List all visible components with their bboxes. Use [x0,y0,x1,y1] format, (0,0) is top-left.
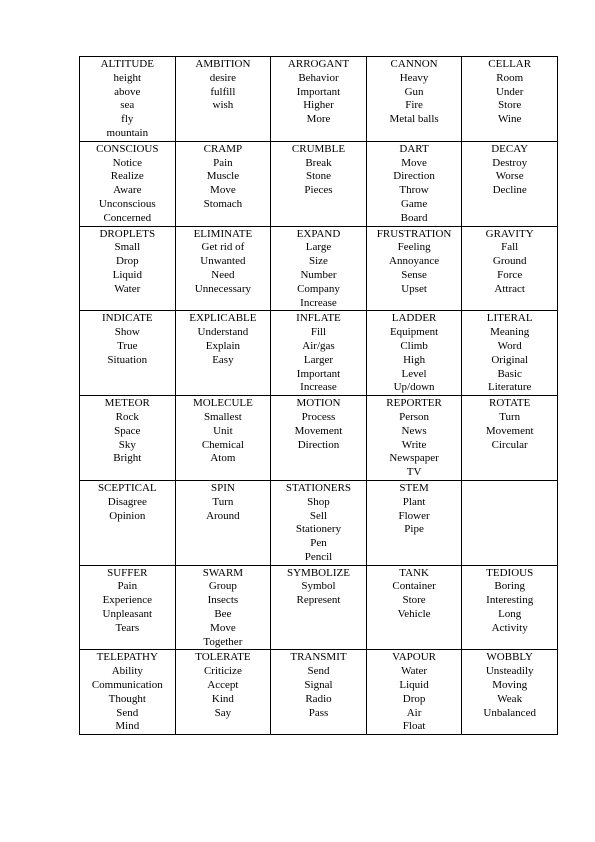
vocabulary-table [79,56,558,735]
word-cell [271,141,367,226]
associated-word: Realize [110,170,144,183]
headword: GRAVITY [485,227,534,240]
associated-word: Number [300,268,337,281]
headword: DART [399,142,429,155]
word-cell [80,141,176,226]
word-cell [80,396,176,481]
headword: TELEPATHY [96,651,158,664]
associated-word: Kind [211,692,234,705]
headword: EXPLICABLE [189,312,257,325]
headword: ELIMINATE [193,227,253,240]
word-cell [366,141,462,226]
associated-word: Drop [115,255,139,268]
associated-word: Signal [304,679,333,692]
table-row [80,226,558,311]
associated-word: Vehicle [397,608,431,621]
associated-word: Show [114,326,140,339]
table-row [80,311,558,396]
associated-word: Heavy [399,71,429,84]
associated-word: Bee [214,608,232,621]
headword: FRUSTRATION [376,227,452,240]
word-cell [175,565,271,650]
word-cell [271,311,367,396]
associated-word: Smallest [203,410,242,423]
associated-word: Circular [491,438,528,451]
word-cell [175,57,271,142]
headword: DECAY [491,142,529,155]
associated-word: Accept [207,679,239,692]
headword: ALTITUDE [100,58,154,70]
associated-word: Size [309,255,328,268]
associated-word: Higher [303,99,334,112]
associated-word: Symbol [301,580,336,593]
headword: METEOR [104,397,150,410]
associated-word: Air/gas [302,339,335,352]
headword: MOTION [296,397,341,410]
associated-word: Flower [398,509,430,522]
associated-word: Destroy [492,156,528,169]
word-cell [80,480,176,565]
headword: VAPOUR [392,651,436,664]
associated-word: Bright [113,452,142,465]
associated-word: High [403,353,426,366]
headword: SUFFER [107,566,148,579]
associated-word: Pain [213,156,233,169]
associated-word: desire [209,71,237,84]
associated-word: Annoyance [389,255,440,268]
headword: CONSCIOUS [96,142,159,155]
headword: SPIN [210,481,235,494]
associated-word: Stationery [295,523,342,536]
associated-word: Pass [308,706,329,719]
associated-word: Criticize [203,665,242,678]
associated-word: Company [297,282,340,295]
headword: STATIONERS [285,481,352,494]
word-cell [80,650,176,735]
associated-word: True [117,339,138,352]
vocabulary-table-body [80,57,558,735]
empty-cell [462,480,558,565]
associated-word: Large [305,241,332,254]
word-cell [80,565,176,650]
associated-word: Ability [111,665,143,678]
word-cell [271,565,367,650]
word-cell [462,311,558,396]
associated-word: Space [114,424,141,437]
associated-word: Long [498,608,522,621]
associated-word: Pieces [304,184,333,197]
associated-word: Unnecessary [194,282,251,295]
word-cell [175,480,271,565]
headword: REPORTER [386,397,442,410]
word-cell [271,650,367,735]
associated-word: Increase [300,296,337,309]
associated-word: Literature [488,381,532,394]
associated-word: Chemical [201,438,244,451]
associated-word: Write [401,438,427,451]
associated-word: Attract [494,282,525,295]
associated-word: Mind [115,720,140,733]
associated-word: Original [491,353,529,366]
table-row [80,57,558,142]
associated-word: Board [400,211,428,224]
associated-word: Ground [492,255,527,268]
associated-word: Direction [297,438,340,451]
associated-word: Water [401,665,428,678]
associated-word: above [114,85,141,98]
associated-word: Container [392,580,436,593]
headword: EXPAND [296,227,341,240]
associated-word: More [306,113,331,126]
headword: MOLECULE [192,397,253,410]
associated-word: Unwanted [200,255,246,268]
associated-word: Pen [310,537,327,550]
word-cell [462,57,558,142]
headword: TEDIOUS [486,566,534,579]
associated-word: Send [116,706,139,719]
associated-word: Boring [494,580,525,593]
headword: LADDER [391,312,437,325]
headword: SWARM [202,566,244,579]
associated-word: Tears [115,621,140,634]
associated-word: Movement [294,424,343,437]
word-cell [80,311,176,396]
associated-word: height [113,71,142,84]
associated-word: Basic [497,367,522,380]
associated-word: Throw [399,184,429,197]
associated-word: wish [212,99,234,112]
word-cell [462,565,558,650]
word-cell [366,311,462,396]
word-cell [271,396,367,481]
associated-word: Get rid of [201,241,245,254]
word-cell [175,396,271,481]
associated-word: Concerned [103,211,152,224]
associated-word: News [401,424,427,437]
table-row [80,650,558,735]
headword: INFLATE [296,312,341,325]
associated-word: Unsteadily [485,665,534,678]
associated-word: Water [114,282,141,295]
associated-word: Weak [497,692,523,705]
associated-word: Larger [303,353,334,366]
associated-word: Air [406,706,422,719]
associated-word: Liquid [399,679,429,692]
headword: LITERAL [486,312,533,325]
associated-word: Unbalanced [483,706,536,719]
headword: INDICATE [101,312,153,325]
associated-word: Break [305,156,332,169]
associated-word: Rock [115,410,139,423]
associated-word: Fire [405,99,423,112]
associated-word: Word [497,339,522,352]
associated-word: TV [406,466,422,479]
associated-word: Newspaper [389,452,439,465]
associated-word: Activity [491,621,528,634]
associated-word: Shop [307,495,330,508]
word-cell [366,226,462,311]
associated-word: Plant [402,495,426,508]
associated-word: Unit [213,424,233,437]
headword: AMBITION [195,58,251,70]
associated-word: Important [296,367,341,380]
headword: ROTATE [489,397,531,410]
associated-word: Muscle [206,170,240,183]
associated-word: Sell [309,509,328,522]
associated-word: Experience [102,594,153,607]
associated-word: Radio [305,692,332,705]
associated-word: Notice [112,156,142,169]
associated-word: Group [208,580,237,593]
associated-word: Process [301,410,336,423]
word-cell [175,226,271,311]
associated-word: Metal balls [389,113,439,126]
associated-word: Aware [113,184,142,197]
headword: CELLAR [488,58,532,70]
associated-word: Represent [296,594,341,607]
associated-word: Force [497,268,523,281]
associated-word: Decline [492,184,527,197]
headword: CRUMBLE [291,142,346,155]
headword: ARROGANT [287,58,350,70]
associated-word: Room [496,71,524,84]
table-row [80,396,558,481]
associated-word: Up/down [393,381,435,394]
headword: DROPLETS [99,227,156,240]
table-row [80,141,558,226]
associated-word: Pipe [404,523,424,536]
headword: STEM [399,481,429,494]
word-cell [366,396,462,481]
associated-word: Gun [404,85,424,98]
associated-word: Store [402,594,426,607]
word-cell [462,226,558,311]
table-row [80,565,558,650]
headword: SCEPTICAL [97,481,157,494]
associated-word: Move [210,184,236,197]
associated-word: Interesting [486,594,534,607]
associated-word: Explain [205,339,240,352]
word-cell [271,480,367,565]
associated-word: Atom [210,452,236,465]
associated-word: Level [401,367,427,380]
associated-word: Understand [197,326,249,339]
associated-word: Send [307,665,330,678]
associated-word: Together [203,635,243,648]
headword: TOLERATE [195,651,251,664]
word-cell [271,226,367,311]
associated-word: Stomach [203,197,243,210]
associated-word: Liquid [112,268,142,281]
headword: WOBBLY [486,651,533,664]
table-row [80,480,558,565]
associated-word: Say [214,706,232,719]
associated-word: Small [114,241,141,254]
word-cell [80,226,176,311]
associated-word: Thought [108,692,146,705]
associated-word: Fill [310,326,327,339]
associated-word: Pencil [304,550,333,563]
word-cell [175,141,271,226]
associated-word: Fall [501,241,519,254]
associated-word: Opinion [109,509,146,522]
associated-word: Unconscious [98,197,156,210]
associated-word: Need [211,268,235,281]
associated-word: Turn [212,495,234,508]
associated-word: Climb [400,339,428,352]
word-cell [462,396,558,481]
associated-word: Equipment [389,326,439,339]
associated-word: Unpleasant [102,608,153,621]
associated-word: Float [402,720,426,733]
associated-word: Move [210,621,236,634]
associated-word: Sky [118,438,136,451]
associated-word: Person [399,410,430,423]
headword: CRAMP [203,142,243,155]
word-cell [462,141,558,226]
headword: TRANSMIT [290,651,347,664]
associated-word: fulfill [210,85,236,98]
word-cell [80,57,176,142]
associated-word: fly [121,113,134,126]
associated-word: Store [498,99,522,112]
associated-word: Disagree [107,495,147,508]
word-cell [271,57,367,142]
associated-word: Direction [393,170,435,183]
associated-word: sea [120,99,135,112]
associated-word: Around [206,509,240,522]
associated-word: Behavior [298,71,339,84]
associated-word: Moving [492,679,528,692]
word-cell [366,480,462,565]
associated-word: mountain [106,126,149,139]
associated-word: Move [401,156,427,169]
word-cell [462,650,558,735]
associated-word: Important [296,85,341,98]
associated-word: Situation [107,353,148,366]
associated-word: Meaning [490,326,530,339]
word-cell [366,57,462,142]
headword: SYMBOLIZE [287,566,350,579]
associated-word: Communication [91,679,163,692]
word-cell [366,650,462,735]
word-cell [366,565,462,650]
associated-word: Drop [402,692,426,705]
word-cell [175,650,271,735]
associated-word: Movement [485,424,534,437]
associated-word: Upset [401,282,427,295]
associated-word: Easy [212,353,234,366]
headword: CANNON [390,58,438,70]
associated-word: Increase [300,381,337,394]
associated-word: Game [400,197,428,210]
associated-word: Worse [495,170,524,183]
headword: TANK [399,566,429,579]
word-cell [175,311,271,396]
associated-word: Wine [497,113,522,126]
associated-word: Stone [305,170,332,183]
associated-word: Insects [207,594,239,607]
associated-word: Turn [499,410,521,423]
associated-word: Feeling [397,241,431,254]
associated-word: Sense [401,268,427,281]
associated-word: Under [495,85,524,98]
associated-word: Pain [117,580,138,593]
